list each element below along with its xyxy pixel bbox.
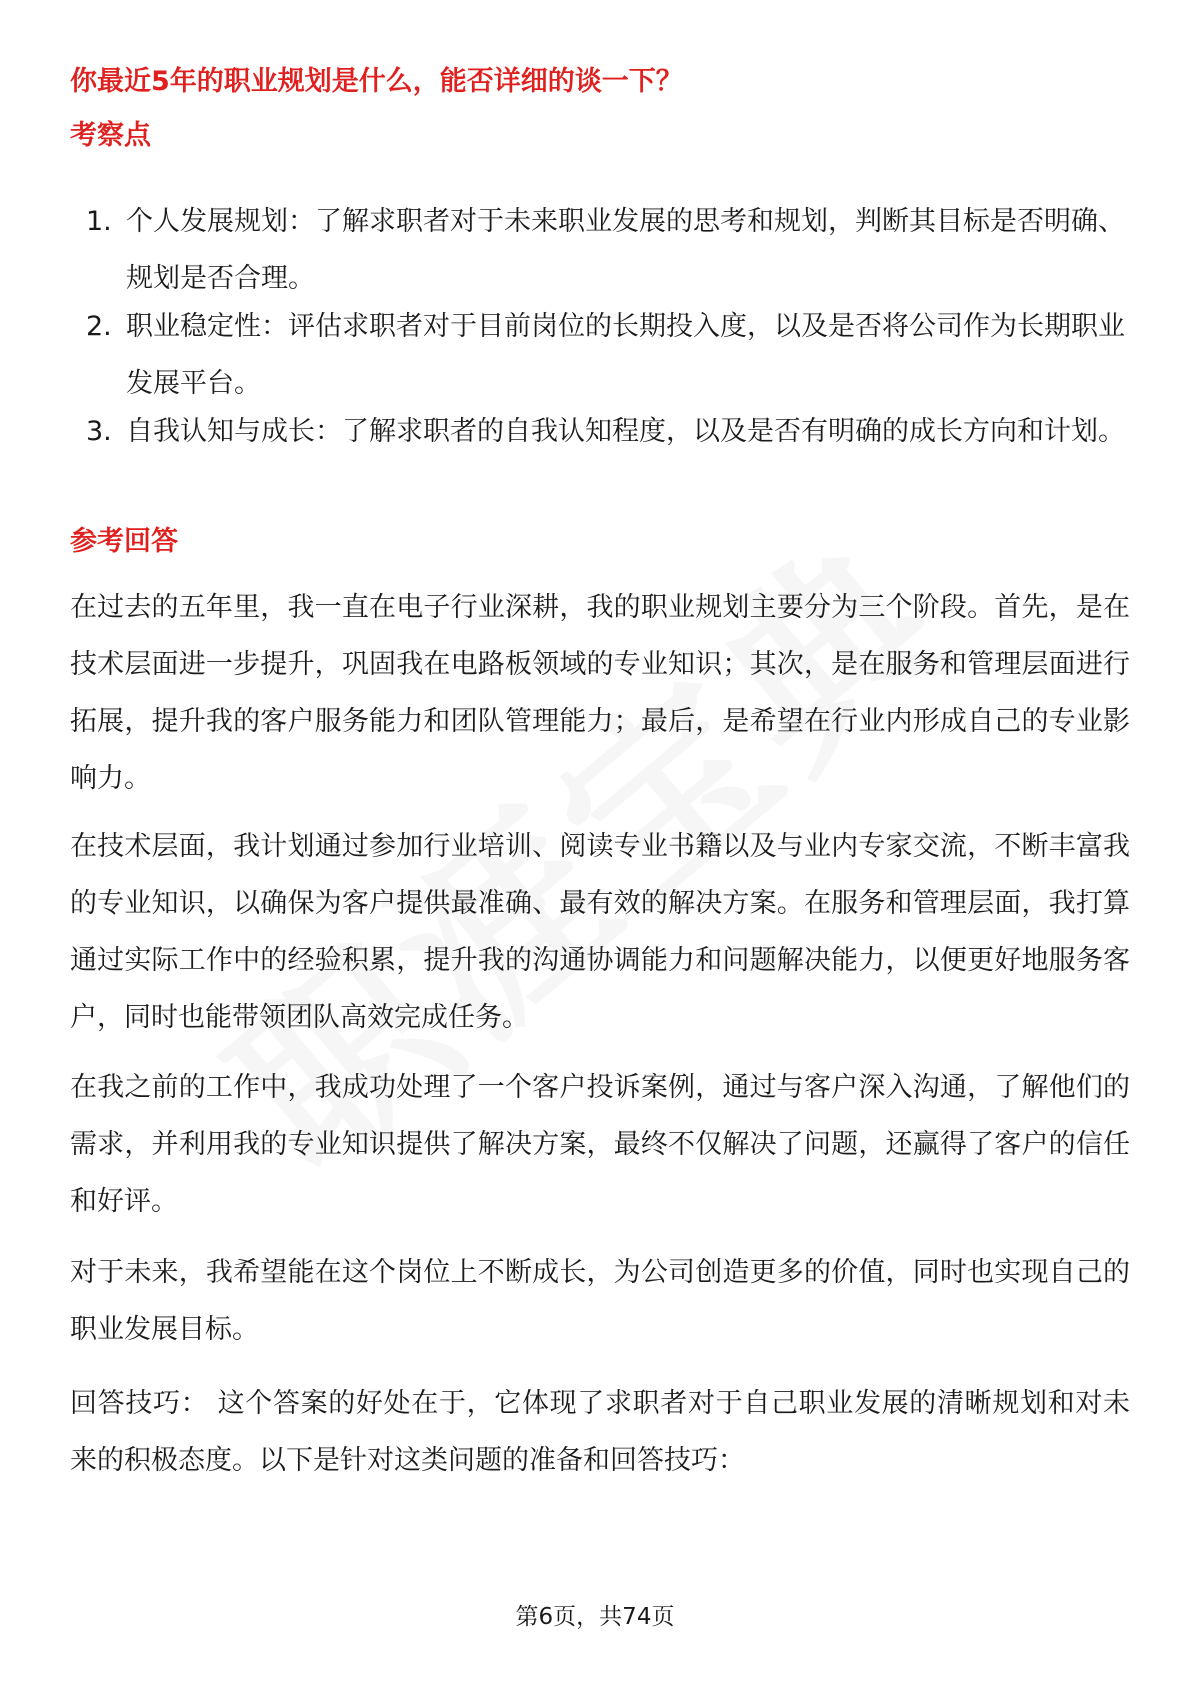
list-item-text: 个人发展规划：了解求职者对于未来职业发展的思考和规划，判断其目标是否明确、规划是否合理。 [126,206,1125,294]
answer-paragraph-3: 在我之前的工作中，我成功处理了一个客户投诉案例，通过与客户深入沟通，了解他们的需求，并利用我的专业知识提供了解决方案，最终不仅解决了问题，还赢得了客户的信任和好评。 [70,1072,1130,1217]
answer-paragraph-4: 对于未来，我希望能在这个岗位上不断成长，为公司创造更多的价值，同时也实现自己的职业发展目标。 [70,1257,1130,1345]
list-item [70,298,1130,412]
list-item-number: 2. [86,311,112,342]
list-item-number: 3. [86,416,112,447]
answer-paragraph-1: 在过去的五年里，我一直在电子行业深耕，我的职业规划主要分为三个阶段。首先，是在技术层面进一步提升，巩固我在电路板领域的专业知识；其次，是在服务和管理层面进行拓展，提升我的客户服务能力和团队管理能力；最后，是希望在行业内形成自己的专业影响力。 [70,592,1130,794]
list-item [70,403,1130,460]
list-item [70,193,1130,307]
list-item-text: 自我认知与成长：了解求职者的自我认知程度，以及是否有明确的成长方向和计划。 [126,416,1125,447]
answer-heading: 参考回答 [70,526,178,557]
answer-tips-paragraph: 回答技巧： 这个答案的好处在于，它体现了求职者对于自己职业发展的清晰规划和对未来的积极态度。以下是针对这类问题的准备和回答技巧： [70,1388,1130,1476]
list-item-number: 1. [86,206,112,237]
page-number-footer: 第6页，共74页 [515,1604,675,1630]
examination-points-list [70,193,1130,459]
examination-heading: 考察点 [70,120,151,151]
answer-paragraph-2: 在技术层面，我计划通过参加行业培训、阅读专业书籍以及与业内专家交流，不断丰富我的专业知识，以确保为客户提供最准确、最有效的解决方案。在服务和管理层面，我打算通过实际工作中的经验积累，提升我的沟通协调能力和问题解决能力，以便更好地服务客户，同时也能带领团队高效完成任务。 [70,831,1130,1033]
question-title: 你最近5年的职业规划是什么，能否详细的谈一下？ [70,66,683,97]
list-item-text: 职业稳定性：评估求职者对于目前岗位的长期投入度，以及是否将公司作为长期职业发展平台。 [126,311,1125,399]
